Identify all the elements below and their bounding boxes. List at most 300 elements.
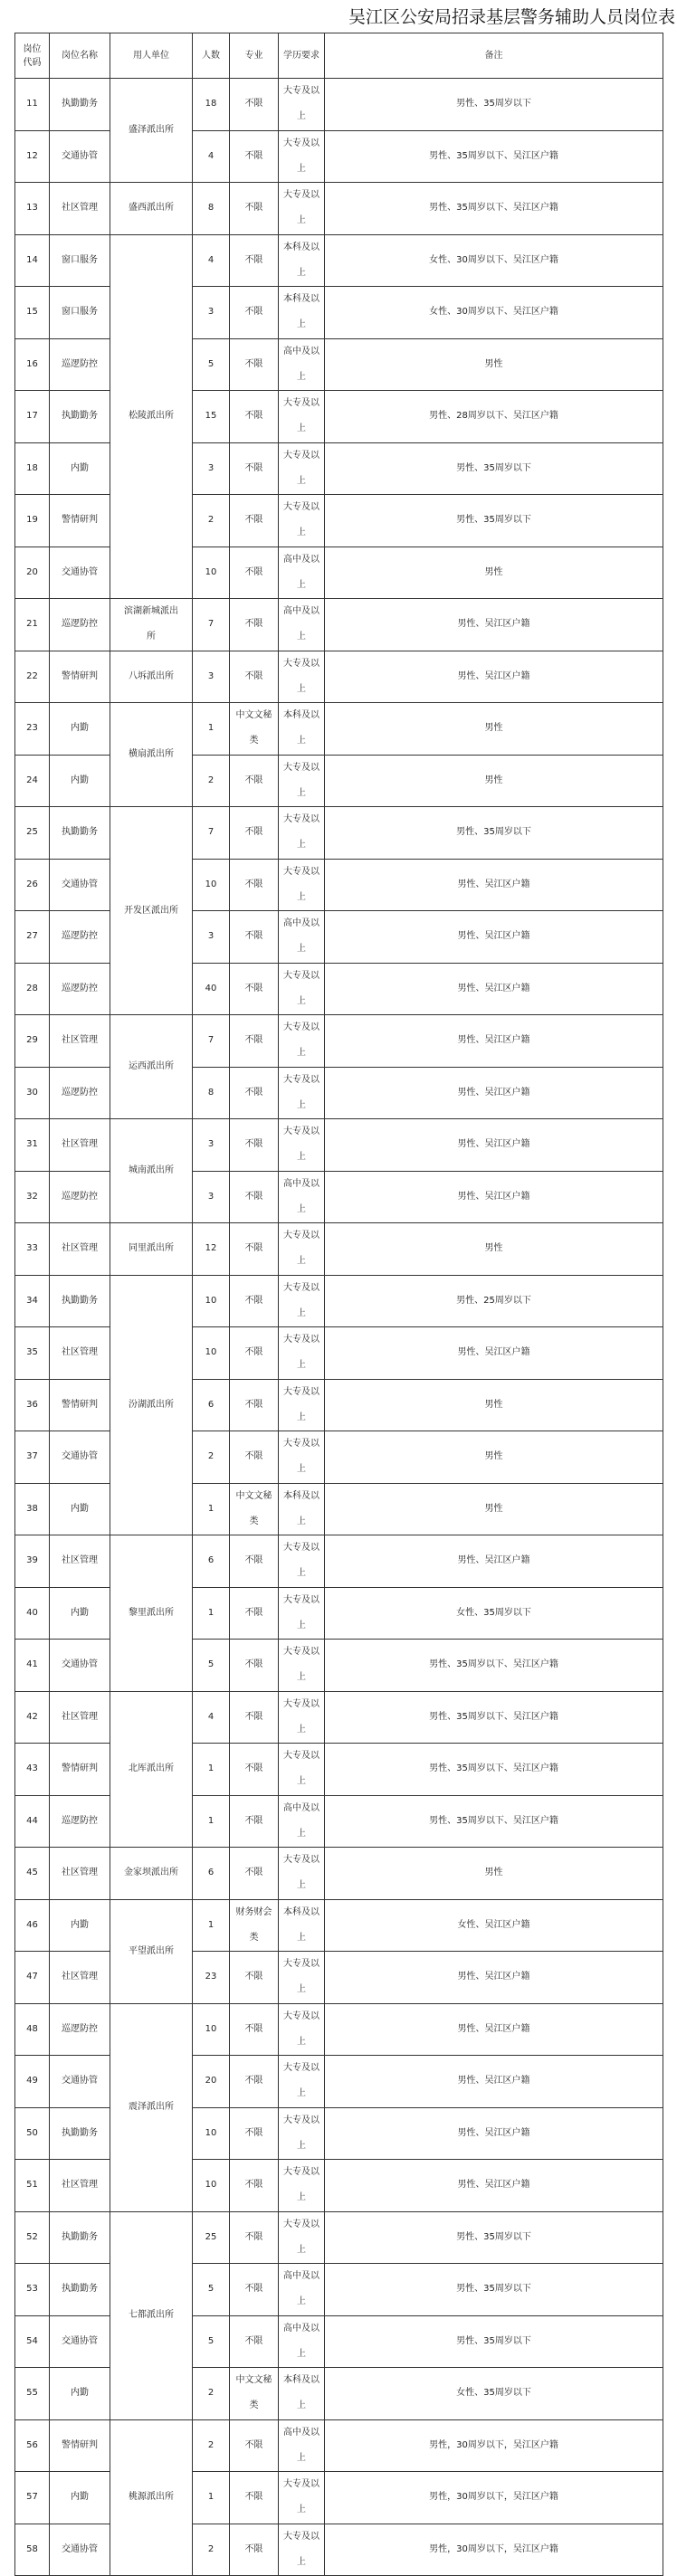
row-34-note-text: 男性、25周岁以下	[456, 1288, 531, 1314]
row-43-name-text: 警情研判	[62, 1756, 98, 1782]
row-39-education	[278, 1535, 325, 1588]
row-23-major-text: 中文文秘类	[236, 703, 272, 754]
row-17-education-text: 大专及以上	[283, 391, 319, 442]
row-58-major-text: 不限	[245, 2537, 263, 2562]
row-52-code	[14, 2211, 50, 2265]
unit-cell	[110, 78, 193, 183]
row-46-education-text: 本科及以上	[283, 1900, 319, 1951]
row-23-name	[49, 702, 110, 756]
row-48-code-text: 48	[26, 2017, 38, 2042]
row-57-education	[278, 2471, 325, 2524]
row-40-major-text: 不限	[245, 1601, 263, 1626]
row-50-name	[49, 2107, 110, 2161]
row-13-name	[49, 182, 110, 235]
row-57-note-text: 男性，30周岁以下，吴江区户籍	[429, 2485, 558, 2510]
row-57-major-text: 不限	[245, 2485, 263, 2510]
row-44-note-text: 男性、35周岁以下、吴江区户籍	[429, 1809, 558, 1834]
row-23-major	[229, 702, 279, 756]
row-54-major	[229, 2315, 279, 2369]
row-27-major	[229, 910, 279, 964]
row-47-note	[324, 1951, 663, 2004]
unit-cell	[110, 1118, 193, 1223]
row-29-code-text: 29	[26, 1028, 38, 1053]
row-52-education-text: 大专及以上	[283, 2212, 319, 2263]
row-29-education-text: 大专及以上	[283, 1015, 319, 1066]
row-58-name	[49, 2524, 110, 2576]
row-53-code	[14, 2263, 50, 2316]
row-33-code	[14, 1222, 50, 1276]
row-58-count	[192, 2524, 230, 2576]
row-28-education-text: 大专及以上	[283, 964, 319, 1014]
row-54-code-text: 54	[26, 2329, 38, 2354]
row-30-count-text: 8	[208, 1080, 214, 1106]
row-55-code	[14, 2367, 50, 2420]
row-42-code	[14, 1691, 50, 1744]
row-55-name	[49, 2367, 110, 2420]
row-32-education	[278, 1171, 325, 1224]
row-33-note	[324, 1222, 663, 1276]
row-13-code-text: 13	[26, 195, 38, 221]
row-48-note-text: 男性、吴江区户籍	[458, 2017, 530, 2042]
row-34-education	[278, 1275, 325, 1328]
row-44-count-text: 1	[208, 1809, 214, 1834]
row-50-note-text: 男性、吴江区户籍	[458, 2121, 530, 2146]
row-34-name	[49, 1275, 110, 1328]
row-51-count	[192, 2159, 230, 2212]
row-49-education-text: 大专及以上	[283, 2056, 319, 2106]
row-31-code	[14, 1118, 50, 1172]
row-30-major-text: 不限	[245, 1080, 263, 1106]
row-31-major-text: 不限	[245, 1132, 263, 1157]
row-43-note-text: 男性、35周岁以下、吴江区户籍	[429, 1756, 558, 1782]
row-25-note	[324, 806, 663, 860]
row-28-code	[14, 963, 50, 1016]
row-54-count-text: 5	[208, 2329, 214, 2354]
row-47-count-text: 23	[205, 1964, 217, 1990]
row-46-note	[324, 1899, 663, 1953]
row-24-education-text: 大专及以上	[283, 756, 319, 806]
row-46-code	[14, 1899, 50, 1953]
row-48-count	[192, 2003, 230, 2057]
row-56-education	[278, 2419, 325, 2473]
row-39-code-text: 39	[26, 1548, 38, 1573]
row-25-code	[14, 806, 50, 860]
row-32-count-text: 3	[208, 1184, 214, 1210]
row-58-education-text: 大专及以上	[283, 2524, 319, 2575]
row-41-major	[229, 1639, 279, 1692]
row-37-count-text: 2	[208, 1444, 214, 1469]
row-44-major-text: 不限	[245, 1809, 263, 1834]
row-15-note-text: 女性、30周岁以下、吴江区户籍	[429, 299, 558, 325]
row-28-name-text: 巡逻防控	[62, 976, 98, 1002]
row-43-major-text: 不限	[245, 1756, 263, 1782]
row-51-code-text: 51	[26, 2172, 38, 2198]
row-16-name-text: 巡逻防控	[62, 352, 98, 377]
row-57-name-text: 内勤	[71, 2485, 89, 2510]
row-11-major	[229, 78, 279, 131]
row-45-name	[49, 1847, 110, 1900]
row-50-major-text: 不限	[245, 2121, 263, 2146]
row-51-education-text: 大专及以上	[283, 2160, 319, 2210]
row-26-name-text: 交通协管	[62, 872, 98, 898]
row-27-code	[14, 910, 50, 964]
row-19-code	[14, 494, 50, 547]
row-22-education-text: 大专及以上	[283, 651, 319, 702]
row-27-count-text: 3	[208, 924, 214, 949]
row-49-major	[229, 2055, 279, 2108]
row-42-name	[49, 1691, 110, 1744]
row-47-code	[14, 1951, 50, 2004]
row-26-count-text: 10	[205, 872, 217, 898]
row-25-code-text: 25	[26, 820, 38, 845]
row-55-education	[278, 2367, 325, 2420]
row-57-count-text: 1	[208, 2485, 214, 2510]
unit-cell	[110, 598, 193, 651]
row-37-name	[49, 1431, 110, 1484]
row-21-count	[192, 598, 230, 651]
unit-cell-text: 金家坝派出所	[124, 1860, 178, 1886]
row-46-major	[229, 1899, 279, 1953]
unit-cell-text: 汾湖派出所	[129, 1393, 174, 1418]
row-49-name	[49, 2055, 110, 2108]
row-26-count	[192, 859, 230, 912]
row-22-code-text: 22	[26, 664, 38, 689]
row-18-code	[14, 442, 50, 496]
unit-cell-text: 平望派出所	[129, 1939, 174, 1964]
row-36-count-text: 6	[208, 1393, 214, 1418]
row-11-major-text: 不限	[245, 91, 263, 117]
row-19-note	[324, 494, 663, 547]
row-11-count-text: 18	[205, 91, 217, 117]
row-38-education	[278, 1483, 325, 1536]
row-40-note-text: 女性、35周岁以下	[456, 1601, 531, 1626]
unit-cell	[110, 1275, 193, 1536]
row-42-name-text: 社区管理	[62, 1705, 98, 1730]
row-23-name-text: 内勤	[71, 716, 89, 741]
row-35-code-text: 35	[26, 1340, 38, 1365]
row-46-count	[192, 1899, 230, 1953]
row-56-note-text: 男性，30周岁以下，吴江区户籍	[429, 2433, 558, 2458]
row-12-major	[229, 130, 279, 184]
row-54-code	[14, 2315, 50, 2369]
row-55-note	[324, 2367, 663, 2420]
row-14-education-text: 本科及以上	[283, 235, 319, 286]
row-27-education-text: 高中及以上	[283, 911, 319, 962]
row-11-note	[324, 78, 663, 131]
row-40-name-text: 内勤	[71, 1601, 89, 1626]
row-56-name-text: 警情研判	[62, 2433, 98, 2458]
row-43-count	[192, 1743, 230, 1796]
unit-cell	[110, 2003, 193, 2212]
row-18-code-text: 18	[26, 456, 38, 481]
row-54-major-text: 不限	[245, 2329, 263, 2354]
unit-cell-text: 八坼派出所	[129, 664, 174, 689]
row-52-major-text: 不限	[245, 2225, 263, 2250]
row-58-code	[14, 2524, 50, 2576]
row-30-code	[14, 1067, 50, 1120]
row-29-major	[229, 1014, 279, 1068]
header-note	[324, 33, 663, 79]
row-43-code-text: 43	[26, 1756, 38, 1782]
row-30-note-text: 男性、吴江区户籍	[458, 1080, 530, 1106]
row-27-major-text: 不限	[245, 924, 263, 949]
row-17-code-text: 17	[26, 404, 38, 429]
row-44-code-text: 44	[26, 1809, 38, 1834]
row-42-major-text: 不限	[245, 1705, 263, 1730]
row-53-note-text: 男性、35周岁以下	[456, 2277, 531, 2302]
row-30-major	[229, 1067, 279, 1120]
row-53-education	[278, 2263, 325, 2316]
row-14-name	[49, 234, 110, 288]
row-41-code	[14, 1639, 50, 1692]
row-24-major	[229, 755, 279, 808]
row-33-education-text: 大专及以上	[283, 1223, 319, 1274]
row-38-count-text: 1	[208, 1497, 214, 1522]
row-35-education-text: 大专及以上	[283, 1327, 319, 1378]
row-34-count	[192, 1275, 230, 1328]
row-18-education-text: 大专及以上	[283, 443, 319, 494]
row-51-major	[229, 2159, 279, 2212]
row-50-education-text: 大专及以上	[283, 2108, 319, 2159]
row-48-count-text: 10	[205, 2017, 217, 2042]
row-54-name	[49, 2315, 110, 2369]
row-38-name-text: 内勤	[71, 1497, 89, 1522]
row-15-name-text: 窗口服务	[62, 299, 98, 325]
row-41-code-text: 41	[26, 1652, 38, 1678]
row-23-note	[324, 702, 663, 756]
unit-cell-text: 开发区派出所	[124, 898, 178, 924]
row-20-major-text: 不限	[245, 560, 263, 585]
row-21-education	[278, 598, 325, 651]
row-24-count	[192, 755, 230, 808]
row-34-major	[229, 1275, 279, 1328]
unit-cell	[110, 1014, 193, 1119]
row-16-count	[192, 338, 230, 392]
row-35-note-text: 男性、吴江区户籍	[458, 1340, 530, 1365]
page-title: 吴江区公安局招录基层警务辅助人员岗位表	[272, 2, 675, 33]
unit-cell	[110, 651, 193, 704]
header-unit-text: 用人单位	[133, 49, 169, 62]
row-31-count	[192, 1118, 230, 1172]
row-25-name-text: 执勤勤务	[62, 820, 98, 845]
row-20-education	[278, 547, 325, 600]
row-57-count	[192, 2471, 230, 2524]
row-30-name-text: 巡逻防控	[62, 1080, 98, 1106]
row-31-name	[49, 1118, 110, 1172]
row-51-note-text: 男性、吴江区户籍	[458, 2172, 530, 2198]
row-21-name-text: 巡逻防控	[62, 612, 98, 637]
row-17-name	[49, 390, 110, 443]
row-38-name	[49, 1483, 110, 1536]
row-48-code	[14, 2003, 50, 2057]
row-40-note	[324, 1587, 663, 1640]
row-14-note-text: 女性、30周岁以下、吴江区户籍	[429, 248, 558, 273]
row-34-note	[324, 1275, 663, 1328]
row-13-code	[14, 182, 50, 235]
row-38-count	[192, 1483, 230, 1536]
row-55-count	[192, 2367, 230, 2420]
row-33-code-text: 33	[26, 1236, 38, 1261]
header-unit	[110, 33, 193, 79]
row-15-note	[324, 286, 663, 339]
row-46-name-text: 内勤	[71, 1913, 89, 1938]
row-40-count	[192, 1587, 230, 1640]
row-31-note	[324, 1118, 663, 1172]
row-12-name	[49, 130, 110, 184]
row-45-education-text: 大专及以上	[283, 1848, 319, 1898]
row-17-note	[324, 390, 663, 443]
row-23-note-text: 男性	[485, 716, 503, 741]
row-27-name-text: 巡逻防控	[62, 924, 98, 949]
row-15-education	[278, 286, 325, 339]
row-35-note	[324, 1326, 663, 1380]
unit-cell	[110, 1691, 193, 1849]
row-58-education	[278, 2524, 325, 2576]
header-major-text: 专业	[245, 49, 263, 62]
row-17-major	[229, 390, 279, 443]
row-43-code	[14, 1743, 50, 1796]
row-22-note-text: 男性、吴江区户籍	[458, 664, 530, 689]
row-21-code-text: 21	[26, 612, 38, 637]
row-18-major	[229, 442, 279, 496]
row-33-major	[229, 1222, 279, 1276]
row-22-education	[278, 651, 325, 704]
row-34-count-text: 10	[205, 1288, 217, 1314]
row-37-name-text: 交通协管	[62, 1444, 98, 1469]
row-51-code	[14, 2159, 50, 2212]
row-45-note-text: 男性	[485, 1860, 503, 1886]
row-41-education-text: 大专及以上	[283, 1640, 319, 1690]
row-58-count-text: 2	[208, 2537, 214, 2562]
row-26-major	[229, 859, 279, 912]
row-16-major	[229, 338, 279, 392]
row-33-education	[278, 1222, 325, 1276]
row-44-note	[324, 1795, 663, 1849]
row-48-education	[278, 2003, 325, 2057]
row-54-education	[278, 2315, 325, 2369]
row-36-major-text: 不限	[245, 1393, 263, 1418]
row-36-education-text: 大专及以上	[283, 1380, 319, 1431]
row-22-count-text: 3	[208, 664, 214, 689]
row-38-note-text: 男性	[485, 1497, 503, 1522]
row-16-name	[49, 338, 110, 392]
row-28-code-text: 28	[26, 976, 38, 1002]
row-29-count-text: 7	[208, 1028, 214, 1053]
row-43-name	[49, 1743, 110, 1796]
row-49-name-text: 交通协管	[62, 2068, 98, 2094]
row-58-note	[324, 2524, 663, 2576]
row-36-name	[49, 1379, 110, 1432]
row-16-note	[324, 338, 663, 392]
row-50-note	[324, 2107, 663, 2161]
row-53-major	[229, 2263, 279, 2316]
row-49-code-text: 49	[26, 2068, 38, 2094]
row-39-note	[324, 1535, 663, 1588]
row-55-code-text: 55	[26, 2381, 38, 2406]
row-43-education-text: 大专及以上	[283, 1744, 319, 1794]
row-52-major	[229, 2211, 279, 2265]
row-20-name	[49, 547, 110, 600]
row-44-education-text: 高中及以上	[283, 1796, 319, 1847]
row-25-count-text: 7	[208, 820, 214, 845]
row-36-code-text: 36	[26, 1393, 38, 1418]
row-11-education	[278, 78, 325, 131]
row-56-major	[229, 2419, 279, 2473]
row-46-name	[49, 1899, 110, 1953]
row-51-note	[324, 2159, 663, 2212]
row-54-note-text: 男性、35周岁以下	[456, 2329, 531, 2354]
row-48-note	[324, 2003, 663, 2057]
row-13-note	[324, 182, 663, 235]
row-51-name	[49, 2159, 110, 2212]
row-48-name	[49, 2003, 110, 2057]
row-40-major	[229, 1587, 279, 1640]
row-33-count-text: 12	[205, 1236, 217, 1261]
row-37-education-text: 大专及以上	[283, 1431, 319, 1482]
unit-cell	[110, 806, 193, 1015]
row-23-education-text: 本科及以上	[283, 703, 319, 754]
row-32-note	[324, 1171, 663, 1224]
unit-cell-text: 盛泽派出所	[129, 118, 174, 143]
row-34-name-text: 执勤勤务	[62, 1288, 98, 1314]
row-47-education	[278, 1951, 325, 2004]
row-22-code	[14, 651, 50, 704]
row-26-education	[278, 859, 325, 912]
row-33-name	[49, 1222, 110, 1276]
unit-cell	[110, 1899, 193, 2004]
unit-cell	[110, 182, 193, 235]
row-41-note-text: 男性、35周岁以下、吴江区户籍	[429, 1652, 558, 1678]
row-32-code	[14, 1171, 50, 1224]
position-table	[14, 33, 663, 2562]
row-25-name	[49, 806, 110, 860]
row-20-education-text: 高中及以上	[283, 547, 319, 598]
row-14-count	[192, 234, 230, 288]
row-45-note	[324, 1847, 663, 1900]
row-14-count-text: 4	[208, 248, 214, 273]
row-20-major	[229, 547, 279, 600]
row-45-code	[14, 1847, 50, 1900]
row-49-count-text: 20	[205, 2068, 217, 2094]
row-35-count-text: 10	[205, 1340, 217, 1365]
row-45-name-text: 社区管理	[62, 1860, 98, 1886]
row-22-name-text: 警情研判	[62, 664, 98, 689]
row-17-count	[192, 390, 230, 443]
row-34-code-text: 34	[26, 1288, 38, 1314]
row-37-note-text: 男性	[485, 1444, 503, 1469]
row-51-count-text: 10	[205, 2172, 217, 2198]
row-38-major-text: 中文文秘类	[236, 1484, 272, 1535]
row-12-note	[324, 130, 663, 184]
row-37-count	[192, 1431, 230, 1484]
unit-cell-text: 盛西派出所	[129, 195, 174, 221]
row-18-name	[49, 442, 110, 496]
row-21-major-text: 不限	[245, 612, 263, 637]
row-26-note	[324, 859, 663, 912]
row-14-major-text: 不限	[245, 248, 263, 273]
row-47-code-text: 47	[26, 1964, 38, 1990]
row-50-count-text: 10	[205, 2121, 217, 2146]
row-41-education	[278, 1639, 325, 1692]
row-46-major-text: 财务财会类	[236, 1900, 272, 1951]
row-43-note	[324, 1743, 663, 1796]
row-21-education-text: 高中及以上	[283, 599, 319, 650]
row-39-name	[49, 1535, 110, 1588]
row-13-count-text: 8	[208, 195, 214, 221]
row-13-count	[192, 182, 230, 235]
row-56-name	[49, 2419, 110, 2473]
row-45-count	[192, 1847, 230, 1900]
